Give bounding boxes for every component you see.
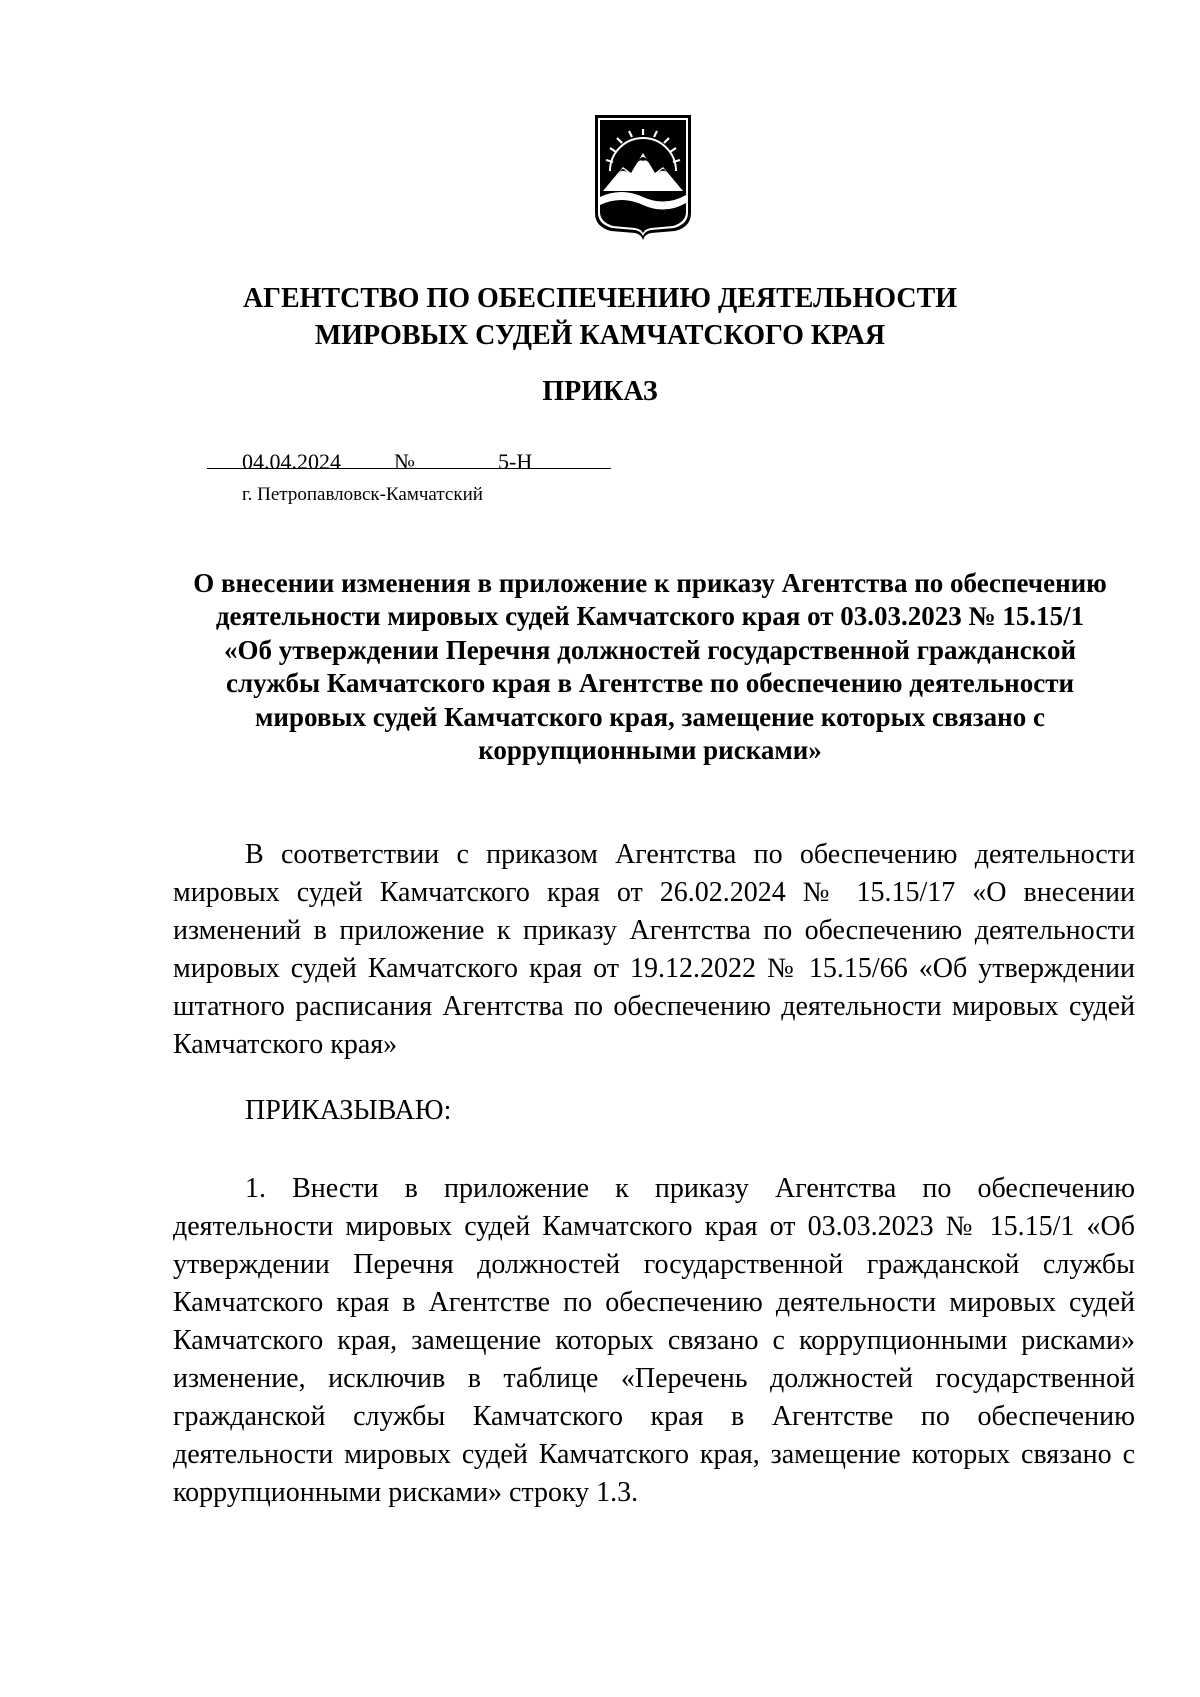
item-line: деятельности мировых судей Камчатского края от 03.03.2023 № 15.15/1 «Об [173,1211,1135,1242]
subject-line: О внесении изменения в приложение к приказу Агентства по обеспечению [193,568,1107,598]
item-line: 1. Внести в приложение к приказу Агентства по обеспечению [245,1173,1135,1204]
document-type: ПРИКАЗ [542,376,658,407]
item-line: утверждении Перечня должностей государственной гражданской службы [173,1249,1135,1280]
agency-name-line1: АГЕНТСТВО ПО ОБЕСПЕЧЕНИЮ ДЕЯТЕЛЬНОСТИ [242,283,958,314]
item-line: деятельности мировых судей Камчатского края, замещение которых связано с [173,1439,1135,1470]
document-subject [150,567,1150,767]
preamble-line: мировых судей Камчатского края от 26.02.2024 № 15.15/17 «О внесении [173,877,1135,908]
coat-of-arms-icon [591,113,695,241]
preamble-line: изменений в приложение к приказу Агентства по обеспечению деятельности [173,915,1135,946]
subject-line: деятельности мировых судей Камчатского края от 03.03.2023 № 15.15/1 [215,601,1085,632]
item-line: гражданской службы Камчатского края в Агентстве по обеспечению [173,1401,1135,1432]
subject-line: мировых судей Камчатского края, замещение которых связано с [255,701,1045,732]
preamble-line: штатного расписания Агентства по обеспечению деятельности мировых судей [173,991,1135,1022]
preamble-line: мировых судей Камчатского края от 19.12.2022 № 15.15/66 «Об утверждении [173,953,1135,984]
preamble-line: Камчатского края» [173,1029,398,1060]
item-line: Камчатского края в Агентстве по обеспечению деятельности мировых судей [173,1287,1135,1318]
subject-line: коррупционными рисками» [478,735,822,766]
item-line: изменение, исключив в таблице «Перечень должностей государственной [173,1363,1135,1394]
document-city: г. Петропавловск-Камчатский [242,484,483,505]
item-line: коррупционными рисками» строку 1.3. [173,1477,639,1508]
date-number-underline [207,468,611,469]
document-date: 04.04.2024 [242,449,341,474]
preamble-line: В соответствии с приказом Агентства по обеспечению деятельности [245,839,1135,870]
agency-name [0,280,1200,354]
subject-line: «Об утверждении Перечня должностей государственной гражданской [223,634,1077,665]
subject-line: службы Камчатского края в Агентстве по обеспечению деятельности [225,668,1075,699]
number-sign: № [394,449,415,474]
agency-name-line2: МИРОВЫХ СУДЕЙ КАМЧАТСКОГО КРАЯ [314,320,886,351]
item-line: Камчатского края, замещение которых связано с коррупционными рисками» [173,1325,1135,1356]
order-heading: ПРИКАЗЫВАЮ: [245,1095,452,1126]
document-number: 5-Н [498,449,533,474]
